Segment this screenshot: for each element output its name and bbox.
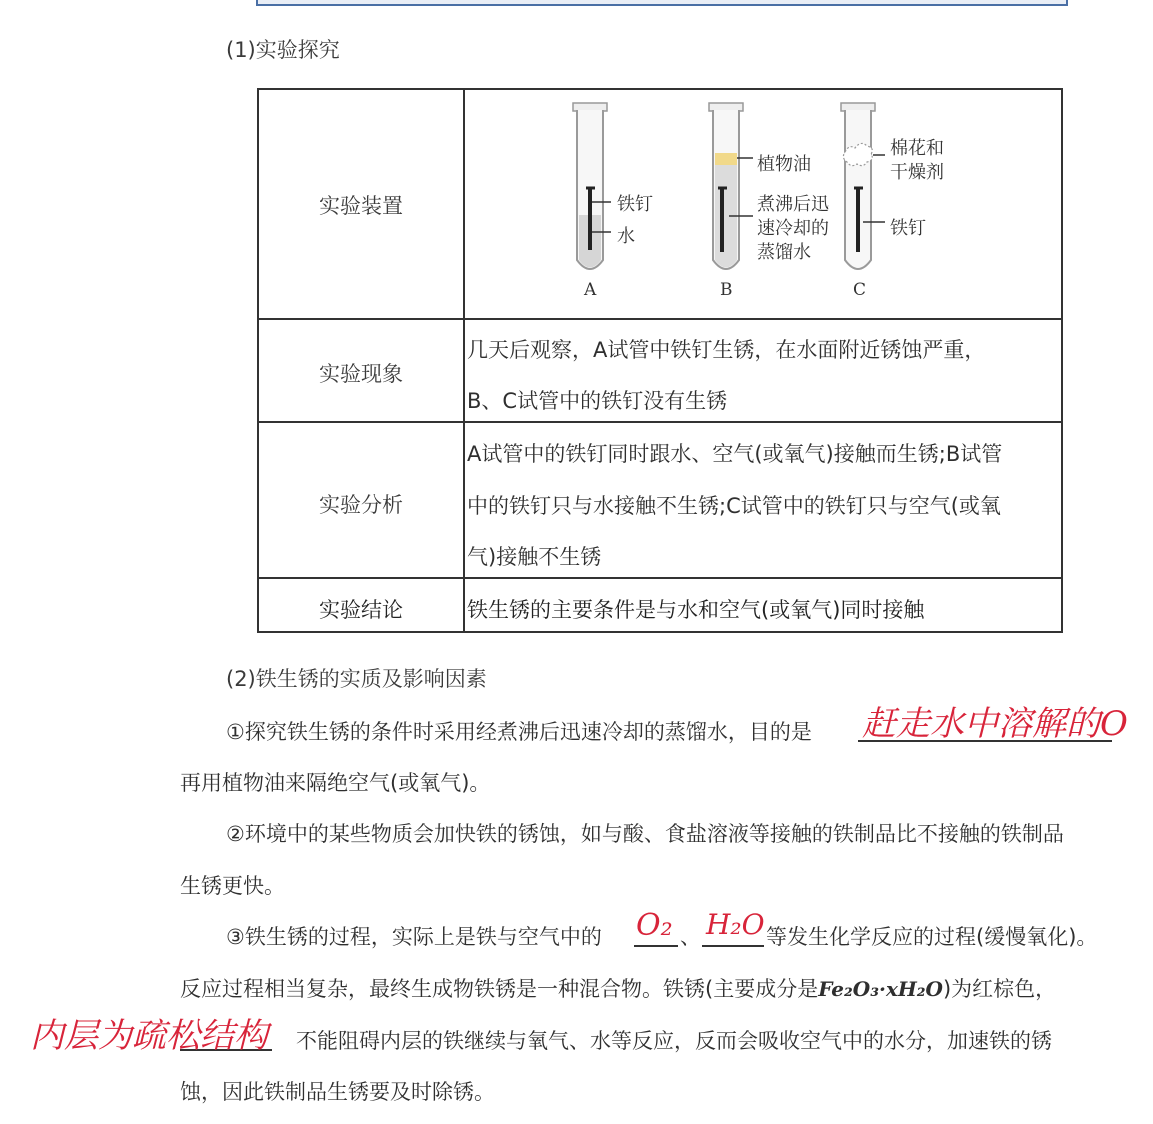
item2-text: ②环境中的某些物质会加快铁的锈蚀，如与酸、食盐溶液等接触的铁制品比不接触的铁制品 bbox=[226, 822, 1064, 846]
table-rule bbox=[259, 421, 1061, 423]
item3-separator: 、 bbox=[680, 925, 701, 949]
label-b-water-2: 速冷却的 bbox=[757, 218, 829, 239]
item3-text-d: 不能阻碍内层的铁继续与氧气、水等反应，反而会吸收空气中的水分，加速铁的锈 bbox=[296, 1029, 1052, 1053]
item1-handwritten-answer: 赶走水中溶解的O bbox=[862, 704, 1128, 744]
label-b-oil: 植物油 bbox=[757, 154, 811, 175]
item3-text-c1: 反应过程相当复杂，最终生成物铁锈是一种混合物。铁锈(主要成分是 bbox=[180, 977, 819, 1001]
table-divider bbox=[463, 90, 465, 631]
item3-text: ③铁生锈的过程，实际上是铁与空气中的 bbox=[226, 925, 602, 949]
item1-text-2: 再用植物油来隔绝空气(或氧气)。 bbox=[180, 771, 491, 795]
tube-a bbox=[573, 103, 611, 269]
tube-c-letter: C bbox=[853, 280, 867, 300]
item3-handwritten-structure: 内层为疏松结构 bbox=[30, 1016, 268, 1056]
label-b-water-1: 煮沸后迅 bbox=[757, 194, 829, 215]
label-c-cotton-2: 干燥剂 bbox=[890, 162, 944, 183]
item3-text-e: 蚀，因此铁制品生锈要及时除锈。 bbox=[180, 1080, 495, 1104]
item3-text-c bbox=[180, 973, 1056, 1003]
label-c-cotton-1: 棉花和 bbox=[890, 138, 944, 159]
analysis-line-3: 气)接触不生锈 bbox=[467, 545, 602, 569]
phenomenon-line-2: B、C试管中的铁钉没有生锈 bbox=[467, 389, 728, 413]
row-label-analysis: 实验分析 bbox=[319, 493, 403, 517]
section2-title: (2)铁生锈的实质及影响因素 bbox=[226, 667, 487, 691]
label-a-water: 水 bbox=[617, 226, 635, 247]
item3-text-c2: )为红棕色， bbox=[942, 977, 1057, 1001]
analysis-line-1: A试管中的铁钉同时跟水、空气(或氧气)接触而生锈;B试管 bbox=[467, 442, 1003, 466]
label-a-nail: 铁钉 bbox=[617, 194, 653, 215]
item3-blank-2 bbox=[702, 945, 764, 947]
item3-handwritten-o2: O₂ bbox=[636, 908, 673, 943]
item1-text: ①探究铁生锈的条件时采用经煮沸后迅速冷却的蒸馏水，目的是 bbox=[226, 720, 812, 744]
row-label-apparatus: 实验装置 bbox=[319, 194, 403, 218]
tube-b bbox=[709, 103, 753, 269]
experiment-table bbox=[257, 88, 1063, 633]
item3-handwritten-h2o: H₂O bbox=[706, 908, 765, 941]
row-label-conclusion: 实验结论 bbox=[319, 598, 403, 622]
conclusion-line-1: 铁生锈的主要条件是与水和空气(或氧气)同时接触 bbox=[467, 598, 925, 622]
tube-a-letter: A bbox=[584, 280, 597, 300]
section1-title: (1)实验探究 bbox=[226, 38, 340, 62]
table-rule bbox=[259, 577, 1061, 579]
phenomenon-line-1: 几天后观察，A试管中铁钉生锈，在水面附近锈蚀严重， bbox=[467, 338, 986, 362]
rust-formula: Fe₂O₃·xH₂O bbox=[818, 977, 943, 1001]
tube-b-letter: B bbox=[720, 280, 733, 300]
label-b-water-3: 蒸馏水 bbox=[757, 242, 811, 263]
table-rule bbox=[259, 318, 1061, 320]
item3-blank-1 bbox=[634, 945, 678, 947]
tube-c bbox=[841, 103, 885, 269]
label-c-nail: 铁钉 bbox=[890, 218, 926, 239]
item3-text-b: 等发生化学反应的过程(缓慢氧化)。 bbox=[766, 925, 1098, 949]
top-frame-edge bbox=[256, 0, 1068, 6]
row-label-phenomenon: 实验现象 bbox=[319, 362, 403, 386]
analysis-line-2: 中的铁钉只与水接触不生锈;C试管中的铁钉只与空气(或氧 bbox=[467, 494, 1001, 518]
item2-text-2: 生锈更快。 bbox=[180, 874, 285, 898]
